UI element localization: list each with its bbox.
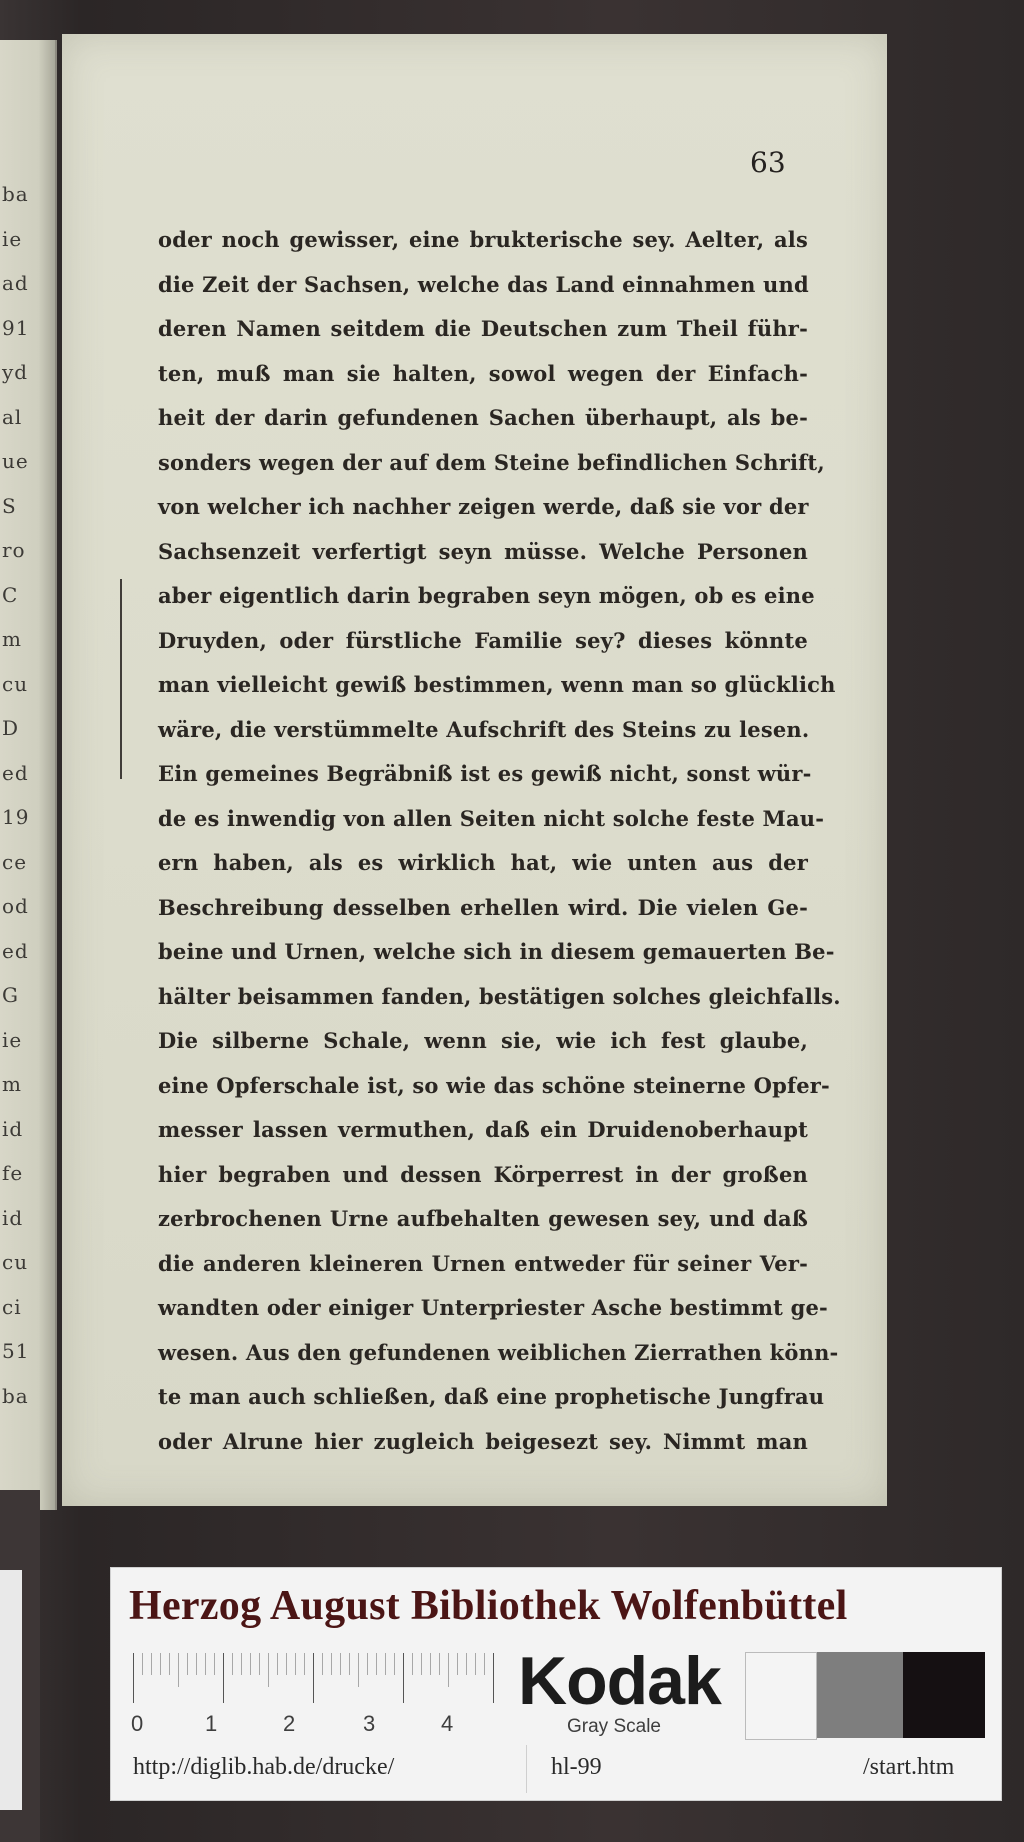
ruler-tick xyxy=(475,1653,476,1675)
text-line: oder noch gewisser, eine brukterische sey. Aelter, als xyxy=(158,227,808,252)
ruler-tick xyxy=(403,1653,404,1703)
adjacent-page-fragment: ro xyxy=(2,538,26,562)
library-title: Herzog August Bibliothek Wolfenbüttel xyxy=(129,1583,848,1629)
adjacent-page-fragment: od xyxy=(2,894,29,918)
url-id: hl-99 xyxy=(551,1754,602,1780)
adjacent-page-fragment: 51 xyxy=(2,1339,30,1363)
adjacent-page-fragment: ce xyxy=(2,849,28,874)
adjacent-page-fragment: 19 xyxy=(2,805,30,829)
ruler-tick xyxy=(349,1653,350,1675)
ruler-tick xyxy=(421,1653,422,1675)
ruler-tick xyxy=(385,1653,386,1675)
scale-number-1: 1 xyxy=(205,1711,218,1736)
ruler-tick xyxy=(187,1653,188,1675)
adjacent-card-edge xyxy=(0,1570,22,1810)
adjacent-page-fragment: ue xyxy=(2,449,29,473)
ruler-scale xyxy=(133,1653,493,1703)
text-line: sonders wegen der auf dem Steine befindlichen Schrift, xyxy=(158,449,825,475)
text-line: die anderen kleineren Urnen entweder für seiner Ver- xyxy=(158,1250,808,1276)
adjacent-page-fragment: D xyxy=(2,716,20,740)
ruler-tick xyxy=(142,1653,143,1675)
adjacent-page-fragment: ad xyxy=(2,271,29,295)
ruler-tick xyxy=(151,1653,152,1675)
text-line: Beschreibung desselben erhellen wird. Die vielen Ge- xyxy=(158,894,808,920)
scale-number-0: 0 xyxy=(131,1711,144,1736)
text-line: die Zeit der Sachsen, welche das Land einnahmen und xyxy=(158,271,809,297)
text-line: deren Namen seitdem die Deutschen zum Theil führ- xyxy=(158,316,808,341)
text-line: messer lassen vermuthen, daß ein Druidenoberhaupt xyxy=(158,1117,808,1142)
ruler-tick xyxy=(448,1653,449,1687)
text-line: ten, muß man sie halten, sowol wegen der Einfach- xyxy=(158,360,808,386)
ruler-tick xyxy=(484,1653,485,1675)
ruler-tick xyxy=(223,1653,224,1703)
scale-number-4: 4 xyxy=(441,1711,454,1736)
ruler-tick xyxy=(160,1653,161,1675)
ruler-tick xyxy=(430,1653,431,1675)
adjacent-page-fragment: G xyxy=(2,983,19,1007)
text-line: Druyden, oder fürstliche Familie sey? dieses könnte xyxy=(158,627,808,653)
adjacent-page-fragment: C xyxy=(2,582,19,607)
text-line: zerbrochenen Urne aufbehalten gewesen sey, und daß xyxy=(158,1206,808,1231)
adjacent-page-fragment: yd xyxy=(2,360,29,384)
text-line: de es inwendig von allen Seiten nicht solche feste Mau- xyxy=(158,805,825,831)
text-line: ern haben, als es wirklich hat, wie unten aus der xyxy=(158,850,808,875)
adjacent-page-fragment: cu xyxy=(2,671,29,696)
text-line: von welcher ich nachher zeigen werde, daß sie vor der xyxy=(158,494,809,519)
text-line: hier begraben und dessen Körperrest in der großen xyxy=(158,1161,808,1187)
swatch-black xyxy=(903,1652,985,1738)
adjacent-page-fragment: cu xyxy=(2,1250,29,1274)
adjacent-page-fragment: ci xyxy=(2,1294,22,1319)
ruler-tick xyxy=(196,1653,197,1675)
ruler-tick xyxy=(232,1653,233,1675)
ruler-tick xyxy=(295,1653,296,1675)
text-line: aber eigentlich darin begraben seyn mögen, ob es eine xyxy=(158,583,815,608)
text-line: wäre, die verstümmelte Aufschrift des Steins zu lesen. xyxy=(158,716,810,742)
adjacent-page-fragment: ed xyxy=(2,938,29,963)
text-line: te man auch schließen, daß eine prophetische Jungfrau xyxy=(158,1384,825,1409)
ruler-tick xyxy=(205,1653,206,1675)
ruler-tick xyxy=(439,1653,440,1675)
scale-number-3: 3 xyxy=(363,1711,376,1736)
adjacent-page-fragment: id xyxy=(2,1116,24,1141)
gray-scale-label: Gray Scale xyxy=(567,1716,661,1737)
text-line: wandten oder einiger Unterpriester Asche bestimmt ge- xyxy=(158,1295,828,1320)
ruler-tick xyxy=(313,1653,314,1703)
ruler-tick xyxy=(466,1653,467,1675)
ruler-tick xyxy=(358,1653,359,1687)
adjacent-page-fragment: ed xyxy=(2,760,29,785)
swatch-gray xyxy=(817,1652,903,1738)
text-line: Ein gemeines Begräbniß ist es gewiß nicht, sonst wür- xyxy=(158,761,812,786)
adjacent-page-fragment: ie xyxy=(2,1027,23,1052)
ruler-tick xyxy=(169,1653,170,1675)
text-line: Sachsenzeit verfertigt seyn müsse. Welche Personen xyxy=(158,538,808,564)
text-line: oder Alrune hier zugleich beigesezt sey. Nimmt man xyxy=(158,1428,808,1454)
adjacent-page-edge xyxy=(0,40,57,1510)
text-line: heit der darin gefundenen Sachen überhaupt, als be- xyxy=(158,405,808,430)
adjacent-page-fragment: m xyxy=(2,1072,22,1096)
ruler-tick xyxy=(304,1653,305,1675)
page-number: 63 xyxy=(750,146,786,179)
ruler-tick xyxy=(367,1653,368,1675)
ruler-tick xyxy=(340,1653,341,1675)
ruler-tick xyxy=(268,1653,269,1687)
ruler-tick xyxy=(322,1653,323,1675)
ruler-tick xyxy=(394,1653,395,1675)
ruler-tick xyxy=(457,1653,458,1675)
ruler-tick xyxy=(214,1653,215,1675)
ruler-tick xyxy=(331,1653,332,1675)
ruler-tick xyxy=(412,1653,413,1675)
ruler-tick xyxy=(493,1653,494,1703)
adjacent-page-fragment: ba xyxy=(2,182,29,206)
book-page xyxy=(62,34,887,1506)
ruler-tick xyxy=(178,1653,179,1687)
text-line: wesen. Aus den gefundenen weiblichen Zierrathen könn- xyxy=(158,1339,839,1365)
color-target-card xyxy=(110,1567,1002,1801)
ruler-tick xyxy=(259,1653,260,1675)
ruler-tick xyxy=(277,1653,278,1675)
adjacent-page-fragment: ba xyxy=(2,1383,29,1408)
scale-number-2: 2 xyxy=(283,1711,296,1736)
text-line: eine Opferschale ist, so wie das schöne steinerne Opfer- xyxy=(158,1072,830,1098)
url-right: /start.htm xyxy=(863,1754,955,1780)
ruler-tick xyxy=(376,1653,377,1675)
ruler-tick xyxy=(241,1653,242,1675)
page-text xyxy=(158,218,841,1464)
ruler-tick xyxy=(133,1653,134,1703)
text-line: hälter beisammen fanden, bestätigen solches gleichfalls. xyxy=(158,983,841,1009)
text-line: Die silberne Schale, wenn sie, wie ich fest glaube, xyxy=(158,1028,808,1053)
adjacent-page-fragment: fe xyxy=(2,1161,24,1185)
adjacent-page-fragment: m xyxy=(2,627,22,651)
swatch-white xyxy=(745,1652,817,1740)
ruler-tick xyxy=(250,1653,251,1675)
ruler-tick xyxy=(286,1653,287,1675)
url-divider xyxy=(526,1745,527,1793)
url-left: http://diglib.hab.de/drucke/ xyxy=(133,1754,395,1780)
adjacent-page-fragment: al xyxy=(2,404,23,429)
adjacent-page-fragment: S xyxy=(2,493,17,518)
text-line: beine und Urnen, welche sich in diesem gemauerten Be- xyxy=(158,939,835,964)
adjacent-page-fragment: 91 xyxy=(2,315,30,340)
adjacent-page-fragment: ie xyxy=(2,226,23,251)
kodak-logo: Kodak xyxy=(518,1643,721,1719)
adjacent-page-fragment: id xyxy=(2,1205,24,1230)
margin-mark xyxy=(120,579,122,779)
text-line: man vielleicht gewiß bestimmen, wenn man so glücklich xyxy=(158,672,836,697)
